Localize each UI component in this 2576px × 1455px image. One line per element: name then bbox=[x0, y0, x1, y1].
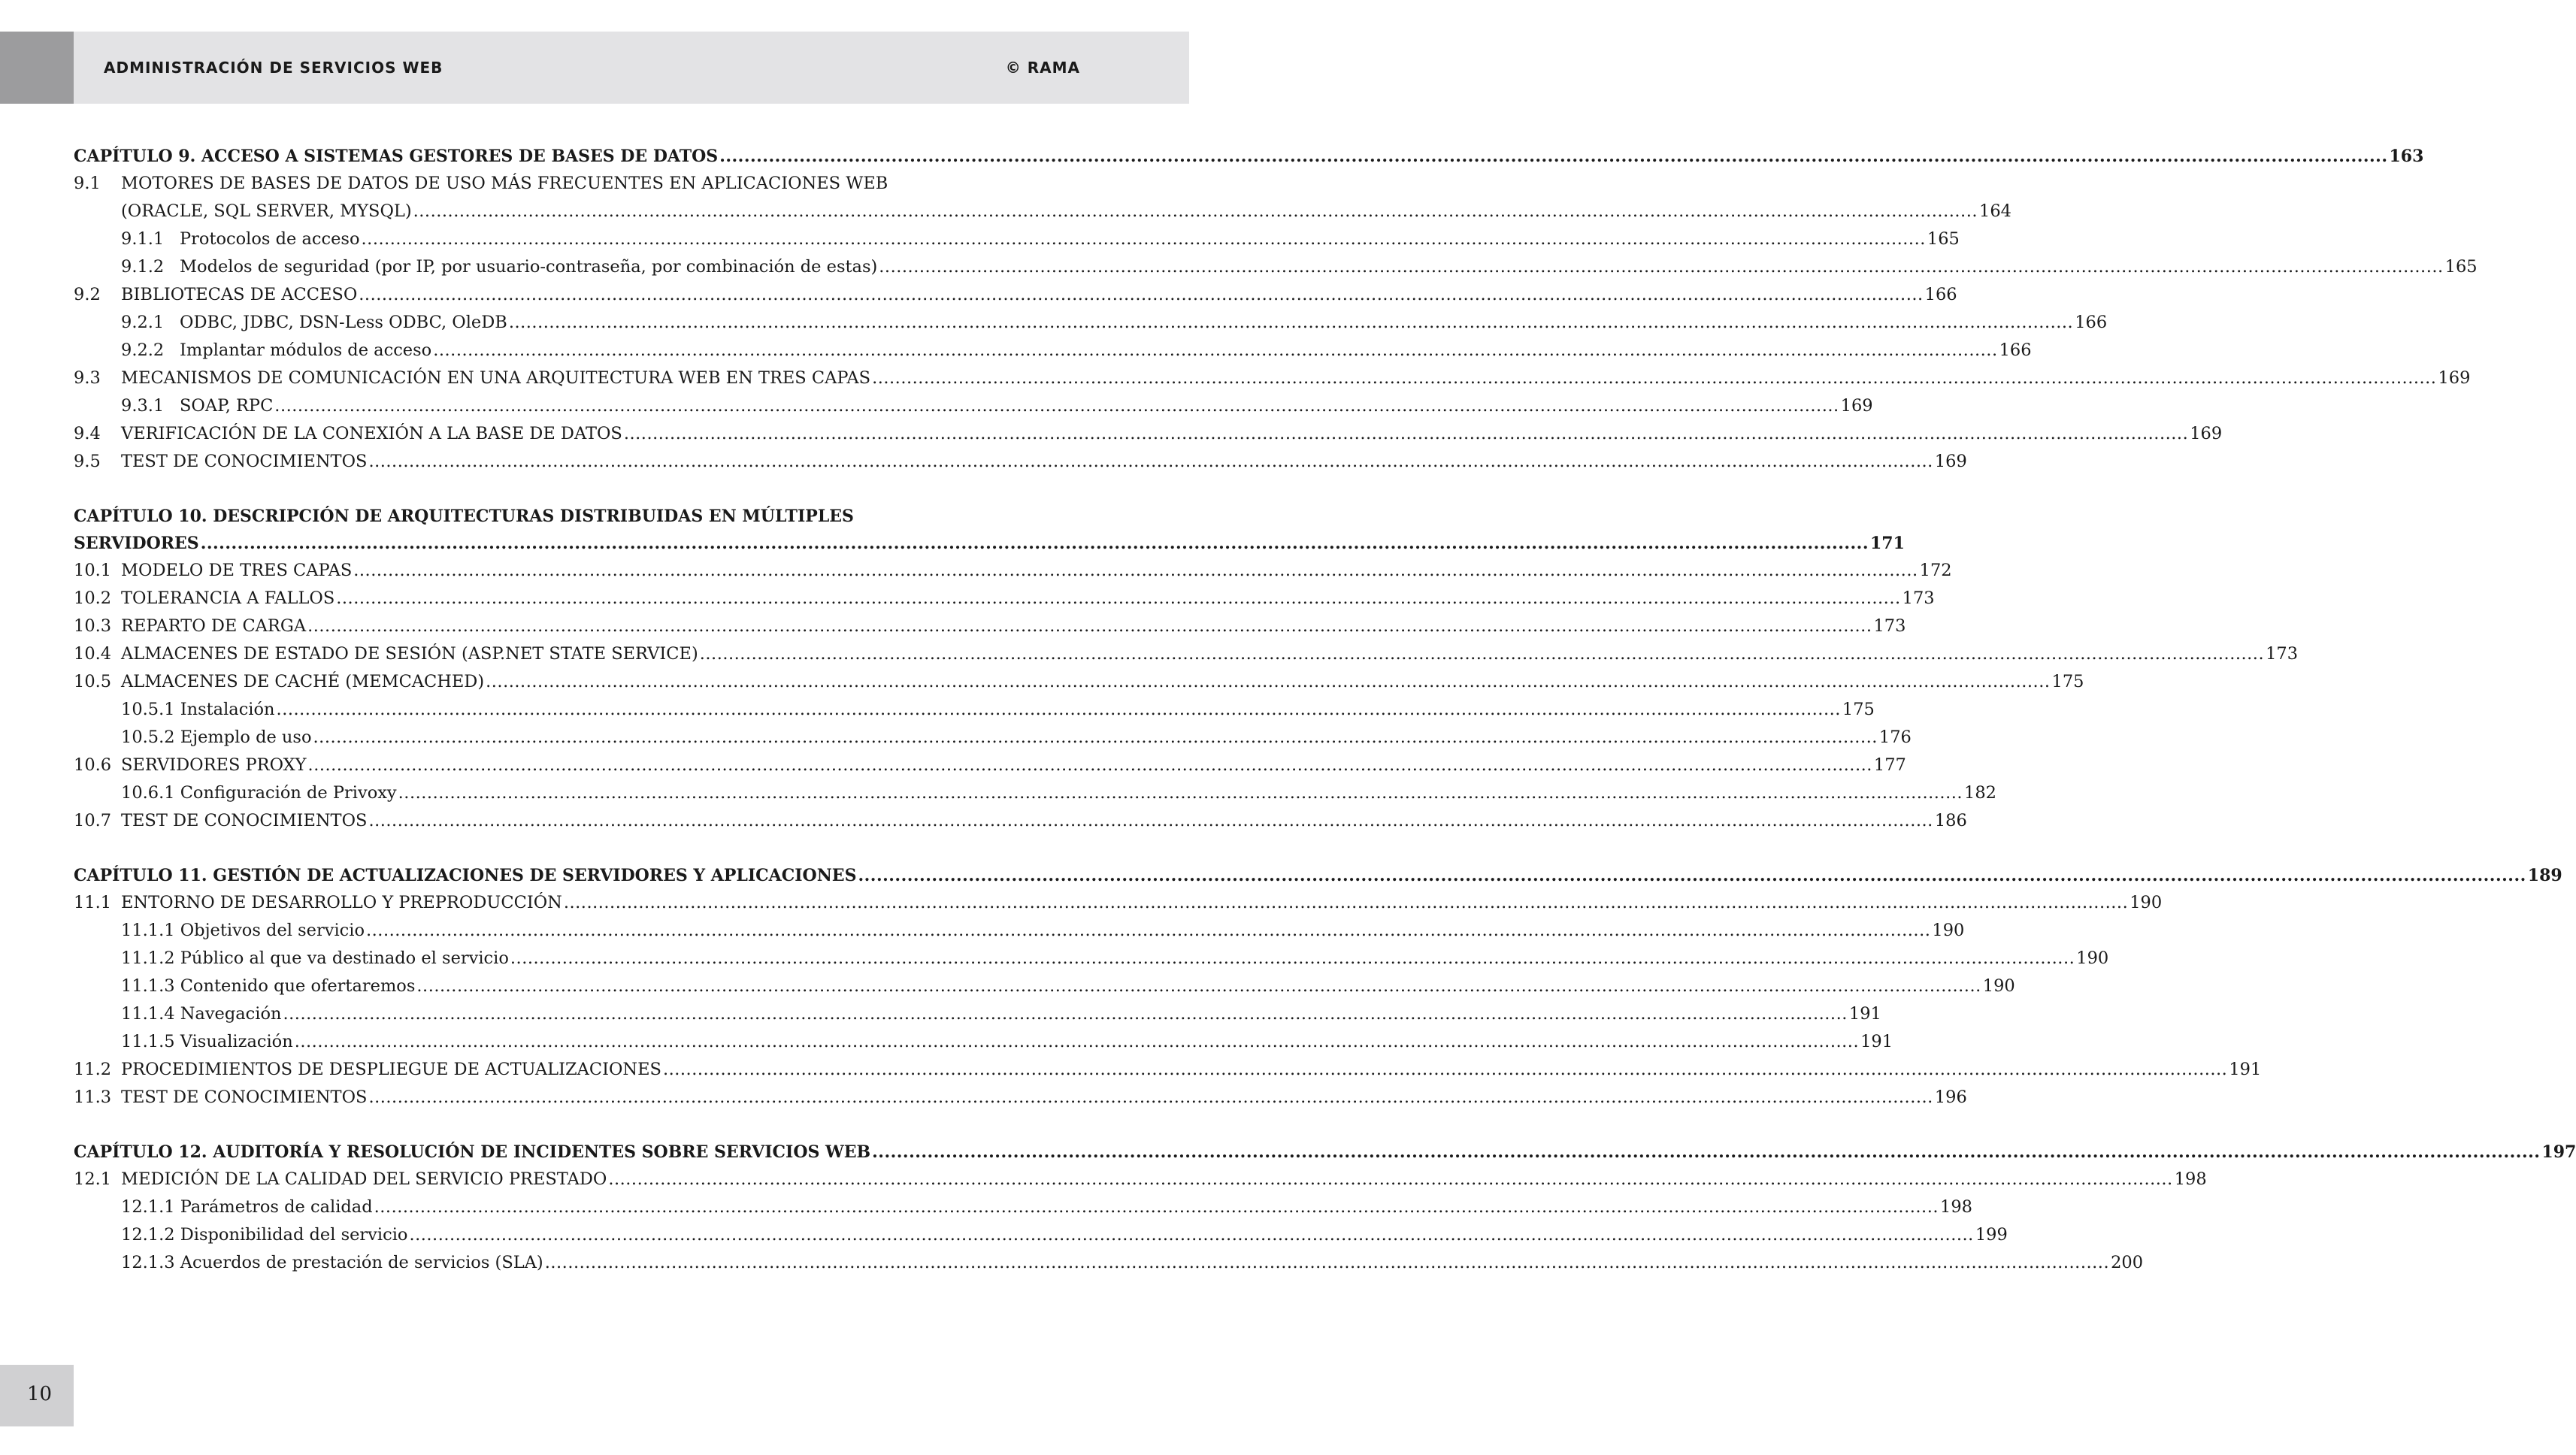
toc-section-continuation[interactable] bbox=[74, 198, 2011, 225]
dot-leader bbox=[274, 392, 1839, 420]
toc-subsection-entry[interactable] bbox=[74, 392, 1873, 420]
dot-leader bbox=[509, 309, 2073, 337]
toc-entry-title: 11.1.3 Contenido que ofertaremos bbox=[121, 976, 416, 996]
toc-section-entry[interactable] bbox=[74, 1166, 2207, 1193]
toc-chapter-entry[interactable] bbox=[74, 143, 2424, 170]
toc-chapter-entry[interactable] bbox=[74, 1139, 2576, 1166]
toc-entry-title: REPARTO DE CARGA bbox=[121, 616, 307, 636]
dot-leader bbox=[283, 1000, 1848, 1028]
toc-entry-page: 166 bbox=[1999, 340, 2032, 360]
toc-section-entry[interactable] bbox=[74, 365, 2471, 392]
toc-entry-title: SERVIDORES PROXY bbox=[121, 755, 307, 775]
toc-entry-title: 12.1.3 Acuerdos de prestación de servicios (SLA) bbox=[121, 1253, 543, 1272]
dot-leader bbox=[362, 225, 1926, 253]
toc-subsection-entry[interactable] bbox=[74, 1221, 2008, 1249]
toc-entry-title: ALMACENES DE ESTADO DE SESIÓN (ASP.NET STATE SERVICE) bbox=[121, 644, 698, 664]
toc-entry-page: 163 bbox=[2389, 147, 2424, 166]
dot-leader bbox=[624, 420, 2188, 448]
toc-section-entry[interactable] bbox=[74, 557, 1952, 585]
toc-entry-number: 9.3 bbox=[74, 368, 101, 388]
toc-entry-number: 10.4 bbox=[74, 644, 112, 664]
dot-leader bbox=[545, 1249, 2109, 1277]
toc-entry-title: 11.1.5 Visualización bbox=[121, 1032, 293, 1051]
dot-leader bbox=[858, 862, 2526, 889]
toc-entry-title: MEDICIÓN DE LA CALIDAD DEL SERVICIO PRESTADO bbox=[121, 1169, 607, 1189]
dot-leader bbox=[413, 198, 1978, 225]
running-head-publisher: © RAMA bbox=[1005, 59, 1080, 77]
toc-entry-page: 191 bbox=[2229, 1060, 2262, 1079]
toc-entry-number: 9.1.1 bbox=[121, 229, 165, 249]
toc-subsection-entry[interactable] bbox=[74, 945, 2109, 973]
dot-leader bbox=[366, 917, 1930, 945]
toc-entry-number: 9.4 bbox=[74, 424, 101, 443]
toc-entry-title: 10.5.2 Ejemplo de uso bbox=[121, 728, 312, 747]
dot-leader bbox=[308, 752, 1872, 779]
dot-leader bbox=[663, 1056, 2227, 1084]
dot-leader bbox=[700, 640, 2264, 668]
chapter-gap bbox=[74, 1112, 1080, 1139]
toc-entry-page: 169 bbox=[2190, 424, 2223, 443]
toc-section-entry[interactable] bbox=[74, 1056, 2262, 1084]
dot-leader bbox=[374, 1193, 1939, 1221]
toc-entry-page: 189 bbox=[2527, 866, 2562, 885]
chapter-gap bbox=[74, 476, 1080, 503]
dot-leader bbox=[486, 668, 2050, 696]
toc-entry-page: 165 bbox=[2444, 257, 2478, 277]
toc-entry-page: 196 bbox=[1934, 1087, 1967, 1107]
toc-entry-title: TEST DE CONOCIMIENTOS bbox=[121, 1087, 368, 1107]
toc-entry-page: 177 bbox=[1873, 755, 1906, 775]
toc-section-entry[interactable] bbox=[74, 640, 2299, 668]
toc-entry-number: 10.5 bbox=[74, 672, 112, 691]
page-number: 10 bbox=[27, 1383, 53, 1405]
toc-entry-page: 190 bbox=[1982, 976, 2015, 996]
toc-entry-title: SERVIDORES bbox=[74, 534, 199, 553]
toc-entry-page: 190 bbox=[2076, 948, 2109, 968]
toc-entry-title: MODELO DE TRES CAPAS bbox=[121, 561, 353, 580]
running-head-title: ADMINISTRACIÓN DE SERVICIOS WEB bbox=[104, 59, 443, 77]
dot-leader bbox=[872, 365, 2436, 392]
toc-entry-page: 173 bbox=[1902, 588, 1935, 608]
toc-entry-number: 9.1 bbox=[74, 174, 101, 193]
toc-entry-page: 171 bbox=[1870, 534, 1905, 553]
toc-entry-page: 169 bbox=[2438, 368, 2471, 388]
toc-section-entry[interactable] bbox=[74, 613, 1906, 640]
toc-entry-number: 11.2 bbox=[74, 1060, 112, 1079]
dot-leader bbox=[307, 613, 1872, 640]
toc-entry-page: 190 bbox=[2130, 893, 2163, 912]
toc-entry-title: CAPÍTULO 11. GESTIÓN DE ACTUALIZACIONES DE SERVIDORES Y APLICACIONES bbox=[74, 866, 857, 885]
toc-entry-title: ENTORNO DE DESARROLLO Y PREPRODUCCIÓN bbox=[121, 893, 562, 912]
toc-entry-number: 10.6 bbox=[74, 755, 112, 775]
toc-entry-title: VERIFICACIÓN DE LA CONEXIÓN A LA BASE DE DATOS bbox=[121, 424, 622, 443]
dot-leader bbox=[368, 807, 1933, 835]
toc-subsection-entry[interactable] bbox=[74, 973, 2015, 1000]
dot-leader bbox=[416, 973, 1981, 1000]
toc-entry-title: CAPÍTULO 10. DESCRIPCIÓN DE ARQUITECTURAS DISTRIBUIDAS EN MÚLTIPLES bbox=[74, 507, 854, 526]
toc-entry-title: 11.1.2 Público al que va destinado el servicio bbox=[121, 948, 509, 968]
toc-entry-number: 10.1 bbox=[74, 561, 112, 580]
toc-entry-number: 9.2.1 bbox=[121, 313, 165, 332]
toc-entry-title: TEST DE CONOCIMIENTOS bbox=[121, 811, 368, 830]
toc-entry-page: 165 bbox=[1927, 229, 1960, 249]
dot-leader bbox=[879, 253, 2443, 281]
toc-entry-page: 190 bbox=[1932, 921, 1965, 940]
dot-leader bbox=[313, 724, 1878, 752]
toc-entry-title: ODBC, JDBC, DSN-Less ODBC, OleDB bbox=[180, 313, 507, 332]
toc-section-entry[interactable] bbox=[74, 448, 1967, 476]
dot-leader bbox=[353, 557, 1918, 585]
toc-entry-page: 182 bbox=[1964, 783, 1996, 803]
toc-entry-page: 199 bbox=[1975, 1225, 2008, 1245]
toc-entry-title: MOTORES DE BASES DE DATOS DE USO MÁS FRECUENTES EN APLICACIONES WEB bbox=[121, 174, 888, 193]
toc-subsection-entry[interactable] bbox=[74, 1193, 1972, 1221]
dot-leader bbox=[608, 1166, 2172, 1193]
toc-entry-title: 11.1.1 Objetivos del servicio bbox=[121, 921, 365, 940]
toc-chapter-entry[interactable] bbox=[74, 862, 2562, 889]
toc-entry-title: MECANISMOS DE COMUNICACIÓN EN UNA ARQUITECTURA WEB EN TRES CAPAS bbox=[121, 368, 871, 388]
toc-entry-page: 197 bbox=[2541, 1142, 2576, 1162]
toc-subsection-entry[interactable] bbox=[74, 1249, 2144, 1277]
toc-entry-title: BIBLIOTECAS DE ACCESO bbox=[121, 285, 358, 304]
toc-section-entry[interactable] bbox=[74, 420, 2223, 448]
toc-section-entry[interactable] bbox=[74, 281, 1957, 309]
toc-entry-number: 9.3.1 bbox=[121, 396, 165, 416]
dot-leader bbox=[336, 585, 1900, 613]
toc-entry-page: 166 bbox=[2075, 313, 2108, 332]
chapter-gap bbox=[74, 835, 1080, 862]
toc-subsection-entry[interactable] bbox=[74, 779, 1996, 807]
toc-subsection-entry[interactable] bbox=[74, 253, 2478, 281]
toc-entry-page: 172 bbox=[1919, 561, 1952, 580]
toc-entry-title: CAPÍTULO 9. ACCESO A SISTEMAS GESTORES DE BASES DE DATOS bbox=[74, 147, 719, 166]
toc-entry-page: 166 bbox=[1924, 285, 1957, 304]
toc-entry-page: 200 bbox=[2111, 1253, 2144, 1272]
dot-leader bbox=[277, 696, 1841, 724]
toc-entry-page: 175 bbox=[1842, 700, 1875, 719]
toc-entry-title: Implantar módulos de acceso bbox=[180, 340, 432, 360]
toc-entry-page: 198 bbox=[1940, 1197, 1972, 1217]
dot-leader bbox=[510, 945, 2075, 973]
toc-entry-page: 176 bbox=[1878, 728, 1912, 747]
toc-entry-page: 173 bbox=[1873, 616, 1906, 636]
toc-entry-title: SOAP, RPC bbox=[180, 396, 274, 416]
toc-entry-number: 10.2 bbox=[74, 588, 112, 608]
toc-entry-number: 9.5 bbox=[74, 452, 101, 471]
toc-entry-page: 175 bbox=[2051, 672, 2084, 691]
toc-section-entry[interactable] bbox=[74, 170, 1080, 198]
toc-subsection-entry[interactable] bbox=[74, 337, 2032, 365]
toc-entry-title: TOLERANCIA A FALLOS bbox=[121, 588, 335, 608]
toc-entry-page: 173 bbox=[2266, 644, 2299, 664]
toc-entry-title: ALMACENES DE CACHÉ (MEMCACHED) bbox=[121, 672, 485, 691]
toc-entry-number: 10.7 bbox=[74, 811, 112, 830]
toc-subsection-entry[interactable] bbox=[74, 1000, 1881, 1028]
toc-section-entry[interactable] bbox=[74, 1084, 1967, 1112]
toc-entry-title: CAPÍTULO 12. AUDITORÍA Y RESOLUCIÓN DE INCIDENTES SOBRE SERVICIOS WEB bbox=[74, 1142, 871, 1162]
toc-entry-number: 9.2.2 bbox=[121, 340, 165, 360]
toc-entry-title: 10.6.1 Configuración de Privoxy bbox=[121, 783, 397, 803]
toc-entry-page: 191 bbox=[1860, 1032, 1893, 1051]
dot-leader bbox=[295, 1028, 1859, 1056]
toc-entry-number: 10.3 bbox=[74, 616, 112, 636]
toc-section-entry[interactable] bbox=[74, 752, 1906, 779]
toc-entry-number: 9.2 bbox=[74, 285, 101, 304]
toc-subsection-entry[interactable] bbox=[74, 917, 1965, 945]
toc-subsection-entry[interactable] bbox=[74, 1028, 1893, 1056]
dot-leader bbox=[433, 337, 1997, 365]
toc-entry-page: 198 bbox=[2174, 1169, 2207, 1189]
toc-entry-number: 11.1 bbox=[74, 893, 112, 912]
toc-entry-number: 12.1 bbox=[74, 1169, 112, 1189]
toc-entry-title: Protocolos de acceso bbox=[180, 229, 360, 249]
dot-leader bbox=[872, 1139, 2540, 1166]
toc-subsection-entry[interactable] bbox=[74, 696, 1875, 724]
toc-subsection-entry[interactable] bbox=[74, 309, 2108, 337]
toc-chapter-entry[interactable] bbox=[74, 530, 1905, 557]
toc-entry-title: 11.1.4 Navegación bbox=[121, 1004, 282, 1024]
toc-entry-number: 11.3 bbox=[74, 1087, 112, 1107]
toc-subsection-entry[interactable] bbox=[74, 724, 1912, 752]
dot-leader bbox=[359, 281, 1923, 309]
toc-entry-page: 186 bbox=[1934, 811, 1967, 830]
toc-entry-title: Modelos de seguridad (por IP, por usuario-contraseña, por combinación de estas) bbox=[180, 257, 878, 277]
dot-leader bbox=[409, 1221, 1973, 1249]
toc-subsection-entry[interactable] bbox=[74, 225, 1960, 253]
toc-section-entry[interactable] bbox=[74, 585, 1935, 613]
dot-leader bbox=[564, 889, 2128, 917]
toc-section-entry[interactable] bbox=[74, 889, 2163, 917]
toc-chapter-entry[interactable] bbox=[74, 503, 1080, 530]
toc-section-entry[interactable] bbox=[74, 807, 1967, 835]
toc-entry-title: (ORACLE, SQL SERVER, MYSQL) bbox=[121, 201, 412, 221]
toc-entry-page: 169 bbox=[1840, 396, 1873, 416]
toc-entry-title: 12.1.1 Parámetros de calidad bbox=[121, 1197, 373, 1217]
dot-leader bbox=[368, 1084, 1933, 1112]
dot-leader bbox=[368, 448, 1933, 476]
dot-leader bbox=[719, 143, 2387, 170]
toc-entry-title: PROCEDIMIENTOS DE DESPLIEGUE DE ACTUALIZACIONES bbox=[121, 1060, 661, 1079]
toc-entry-title: 12.1.2 Disponibilidad del servicio bbox=[121, 1225, 408, 1245]
header-tab bbox=[0, 32, 74, 104]
toc-entry-page: 191 bbox=[1848, 1004, 1881, 1024]
toc-entry-number: 9.1.2 bbox=[121, 257, 165, 277]
toc-entry-page: 169 bbox=[1934, 452, 1967, 471]
dot-leader bbox=[201, 530, 1869, 557]
table-of-contents bbox=[74, 143, 2576, 1277]
toc-entry-page: 164 bbox=[1979, 201, 2011, 221]
toc-section-entry[interactable] bbox=[74, 668, 2084, 696]
dot-leader bbox=[398, 779, 1963, 807]
toc-entry-title: TEST DE CONOCIMIENTOS bbox=[121, 452, 368, 471]
toc-entry-title: 10.5.1 Instalación bbox=[121, 700, 275, 719]
